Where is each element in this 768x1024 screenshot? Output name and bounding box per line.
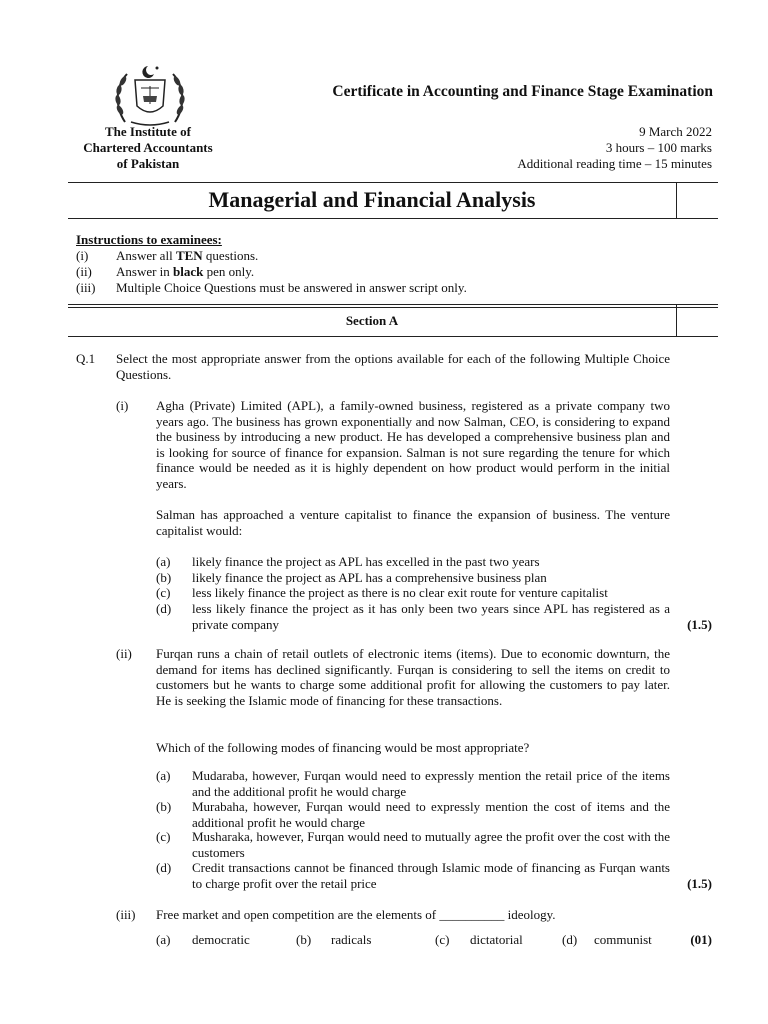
option-label: (c) — [156, 829, 171, 844]
option-label: (d) — [562, 932, 578, 947]
option-label: (a) — [156, 554, 171, 569]
option-label: (c) — [156, 585, 171, 600]
option-text: less likely finance the project as it has only been two years since APL has registered as a private company — [192, 601, 670, 632]
option-text: Musharaka, however, Furqan would need to mutually agree the profit over the cost with the customers — [192, 829, 670, 860]
option-text: dictatorial — [470, 932, 523, 947]
option-label: (a) — [156, 768, 171, 783]
option-text: likely finance the project as APL has a comprehensive business plan — [192, 570, 547, 585]
header-divider — [68, 182, 718, 183]
part-question: Salman has approached a venture capitalist to finance the expansion of business. The venture capitalist would: — [156, 507, 670, 538]
marks-label: (01) — [690, 932, 712, 947]
option-text: Mudaraba, however, Furqan would need to expressly mention the retail price of the items and the additional profit he would charge — [192, 768, 670, 799]
marks-label: (1.5) — [687, 617, 712, 632]
option-label: (a) — [156, 932, 171, 947]
paper-title: Managerial and Financial Analysis — [208, 187, 536, 212]
exam-meta — [440, 124, 712, 172]
part-stem: Agha (Private) Limited (APL), a family-owned business, registered as a private company two years ago. The business has grown exponentially and now Salman, CEO, is considering to expand the business by introducing a new product. He has developed a comprehensive business plan and is looking for source of finance for expansion. Salman is not sure regarding the tenure for which finance would be needed as it is highly dependent on how product would perform in the initial years. — [156, 398, 670, 491]
exam-date: 9 March 2022 — [639, 124, 712, 139]
exam-duration: 3 hours – 100 marks — [605, 140, 712, 155]
option-text: Credit transactions cannot be financed through Islamic mode of financing as Furqan wants to charge profit over the retail price — [192, 860, 670, 891]
option-label: (b) — [156, 570, 172, 585]
option-text: radicals — [331, 932, 372, 947]
reading-time: Additional reading time – 15 minutes — [517, 156, 712, 171]
part-question: Which of the following modes of financing would be most appropriate? — [156, 740, 530, 755]
option-label: (d) — [156, 860, 172, 875]
option-label: (d) — [156, 601, 172, 616]
institute-name: The Institute of Chartered Accountants of Pakistan — [83, 124, 213, 171]
part-number: (ii) — [116, 646, 132, 661]
section-heading: Section A — [345, 313, 399, 328]
option-text: less likely finance the project as there is no clear exit route for venture capitalist — [192, 585, 608, 600]
question-number: Q.1 — [76, 351, 96, 366]
option-text: communist — [594, 932, 652, 947]
marks-label: (1.5) — [687, 876, 712, 891]
option-text: likely finance the project as APL has excelled in the past two years — [192, 554, 540, 569]
margin-rule-1 — [676, 183, 677, 218]
section-divider-bottom — [68, 336, 718, 337]
option-text: democratic — [192, 932, 250, 947]
icap-crest-icon — [113, 62, 187, 128]
question-intro: Select the most appropriate answer from the options available for each of the following Multiple Choice Questions. — [116, 351, 670, 382]
margin-rule-2 — [676, 305, 677, 336]
section-divider-top-2 — [68, 307, 718, 308]
exam-title: Certificate in Accounting and Finance Stage Examination — [332, 83, 713, 100]
title-divider — [68, 218, 718, 219]
option-text: Murabaha, however, Furqan would need to expressly mention the cost of items and the additional profit he would charge — [192, 799, 670, 830]
instructions-heading: Instructions to examinees: — [76, 232, 222, 247]
section-divider-top — [68, 304, 718, 305]
option-label: (c) — [435, 932, 450, 947]
part-number: (iii) — [116, 907, 136, 922]
part-number: (i) — [116, 398, 129, 413]
institute-logo — [113, 62, 187, 128]
option-label: (b) — [296, 932, 312, 947]
part-stem: Free market and open competition are the elements of __________ ideology. — [156, 907, 556, 922]
option-label: (b) — [156, 799, 172, 814]
part-stem: Furqan runs a chain of retail outlets of electronic items (items). Due to economic downturn, the demand for items has declined significantly. Furqan is considering to sell the items on credit to customers but he wants to charge some additional profit for allowing the customers to pay later. He is seeking the Islamic mode of financing for these transactions. — [156, 646, 670, 708]
